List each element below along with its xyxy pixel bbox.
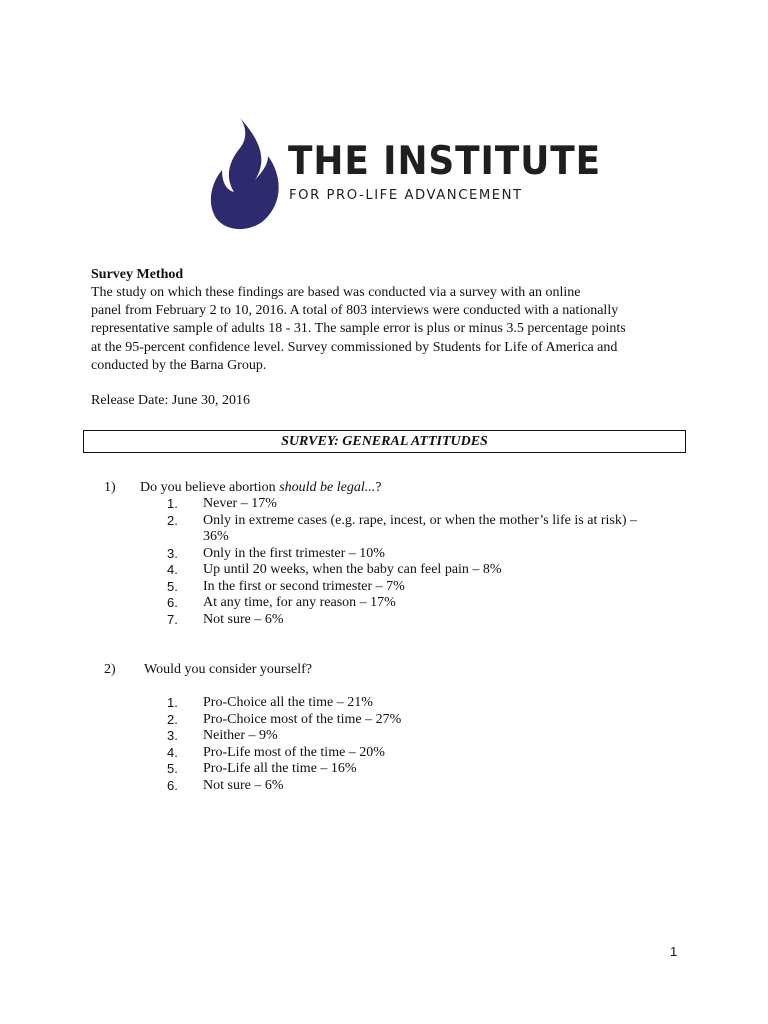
option-text: Pro-Choice most of the time – 27% xyxy=(203,711,402,727)
question-1 xyxy=(104,480,664,496)
question-text-emphasis: should be legal... xyxy=(279,480,376,495)
question-text-part: ? xyxy=(375,480,382,495)
option-text: In the first or second trimester – 7% xyxy=(203,578,405,594)
option-number: 4. xyxy=(167,744,178,760)
option-text: Only in extreme cases (e.g. rape, incest, or when the mother’s life is at risk) – 36% xyxy=(203,512,637,544)
option-text: Up until 20 weeks, when the baby can feel pain – 8% xyxy=(203,562,502,578)
survey-method-body xyxy=(91,284,681,375)
method-line: at the 95-percent confidence level. Survey commissioned by Students for Life of America and xyxy=(91,339,618,355)
flame-icon xyxy=(0,0,768,240)
option-number: 6. xyxy=(167,777,178,793)
option-number: 7. xyxy=(167,611,178,627)
option-number: 5. xyxy=(167,578,178,594)
method-line: representative sample of adults 18 - 31. The sample error is plus or minus 3.5 percentage points xyxy=(91,321,626,337)
option-text: Neither – 9% xyxy=(203,728,278,744)
option-number: 2. xyxy=(167,512,178,528)
method-line: conducted by the Barna Group. xyxy=(91,357,267,373)
option-number: 5. xyxy=(167,761,178,777)
question-number: 2) xyxy=(104,662,116,677)
option-number: 1. xyxy=(167,695,178,710)
question-text: Would you consider yourself? xyxy=(144,662,312,677)
release-date: Release Date: June 30, 2016 xyxy=(91,393,251,408)
question-text-part: Do you believe abortion xyxy=(140,480,280,495)
section-title-box xyxy=(83,430,686,453)
logo-title: THE INSTITUTE xyxy=(288,139,602,184)
method-line: panel from February 2 to 10, 2016. A total of 803 interviews were conducted with a nationally xyxy=(91,303,619,319)
option-text: Only in the first trimester – 10% xyxy=(203,545,385,561)
option-text: Not sure – 6% xyxy=(203,611,284,627)
question-text xyxy=(140,480,381,496)
option-number: 2. xyxy=(167,711,178,727)
question-2 xyxy=(104,662,664,678)
option-number: 3. xyxy=(167,545,178,561)
institute-logo xyxy=(0,0,768,240)
option-text: Never – 17% xyxy=(203,496,277,511)
option-number: 4. xyxy=(167,562,178,578)
logo-subtitle: FOR PRO-LIFE ADVANCEMENT xyxy=(289,188,523,203)
option-text: Pro-Life all the time – 16% xyxy=(203,761,357,777)
page-number: 1 xyxy=(670,944,678,959)
method-line: The study on which these findings are based was conducted via a survey with an online xyxy=(91,285,581,300)
option-number: 1. xyxy=(167,496,178,511)
option-text: At any time, for any reason – 17% xyxy=(203,595,396,611)
option-text: Not sure – 6% xyxy=(203,777,284,793)
section-title: SURVEY: GENERAL ATTITUDES xyxy=(281,434,488,449)
option-text: Pro-Choice all the time – 21% xyxy=(203,695,373,710)
option-text: Pro-Life most of the time – 20% xyxy=(203,744,385,760)
option-number: 6. xyxy=(167,595,178,611)
survey-method-heading: Survey Method xyxy=(91,267,184,282)
question-number: 1) xyxy=(104,480,116,495)
option-number: 3. xyxy=(167,728,178,744)
